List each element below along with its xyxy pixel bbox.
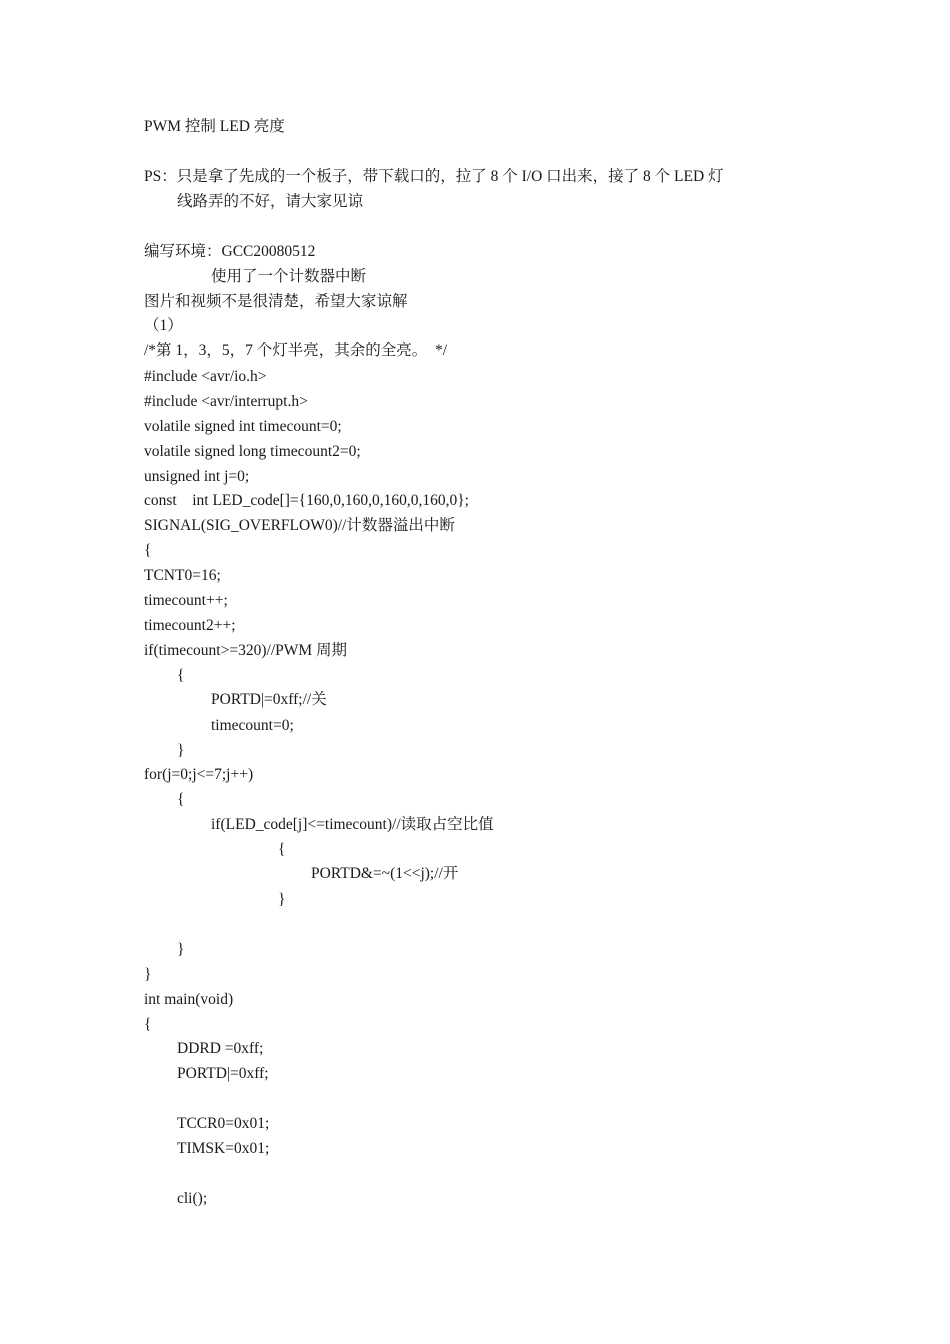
code-line: } (144, 966, 152, 983)
code-line: { (177, 667, 185, 684)
code-line: } (177, 941, 185, 958)
environment-note: 使用了一个计数器中断 (211, 268, 367, 285)
environment-line: 编写环境：GCC20080512 (144, 243, 316, 260)
code-line: int main(void) (144, 991, 234, 1008)
section-number: （1） (144, 317, 183, 334)
code-line: TIMSK=0x01; (177, 1140, 270, 1157)
code-line: unsigned int j=0; (144, 468, 250, 485)
code-line: { (177, 791, 185, 808)
ps-line-1: PS：只是拿了先成的一个板子，带下载口的，拉了 8 个 I/O 口出来，接了 8 个 LED 灯 (144, 168, 724, 185)
code-line: #include <avr/interrupt.h> (144, 393, 308, 410)
code-line: } (177, 742, 185, 759)
code-line: if(LED_code[j]<=timecount)//读取占空比值 (211, 816, 494, 833)
code-line: { (144, 542, 152, 559)
code-line: const int LED_code[]={160,0,160,0,160,0,160,0}; (144, 492, 469, 509)
code-line: for(j=0;j<=7;j++) (144, 766, 254, 783)
code-line: TCCR0=0x01; (177, 1115, 270, 1132)
media-note: 图片和视频不是很清楚，希望大家谅解 (144, 293, 408, 310)
code-line: /*第 1，3，5，7 个灯半亮，其余的全亮。 */ (144, 342, 448, 359)
code-line: { (144, 1016, 152, 1033)
code-line: if(timecount>=320)//PWM 周期 (144, 642, 348, 659)
code-line: DDRD =0xff; (177, 1040, 264, 1057)
code-line: timecount=0; (211, 717, 294, 734)
code-line: timecount++; (144, 592, 228, 609)
code-line: PORTD|=0xff; (177, 1065, 269, 1082)
code-line: PORTD&=~(1<<j);//开 (311, 865, 459, 882)
code-line: #include <avr/io.h> (144, 368, 267, 385)
code-line: volatile signed int timecount=0; (144, 418, 342, 435)
code-line: cli(); (177, 1190, 208, 1207)
ps-line-2: 线路弄的不好，请大家见谅 (177, 193, 364, 210)
code-line: TCNT0=16; (144, 567, 221, 584)
code-line: PORTD|=0xff;//关 (211, 691, 327, 708)
code-line: } (278, 891, 286, 908)
code-line: timecount2++; (144, 617, 236, 634)
code-line: SIGNAL(SIG_OVERFLOW0)//计数器溢出中断 (144, 517, 455, 534)
doc-title: PWM 控制 LED 亮度 (144, 118, 285, 135)
code-line: volatile signed long timecount2=0; (144, 443, 361, 460)
code-line: { (278, 841, 286, 858)
